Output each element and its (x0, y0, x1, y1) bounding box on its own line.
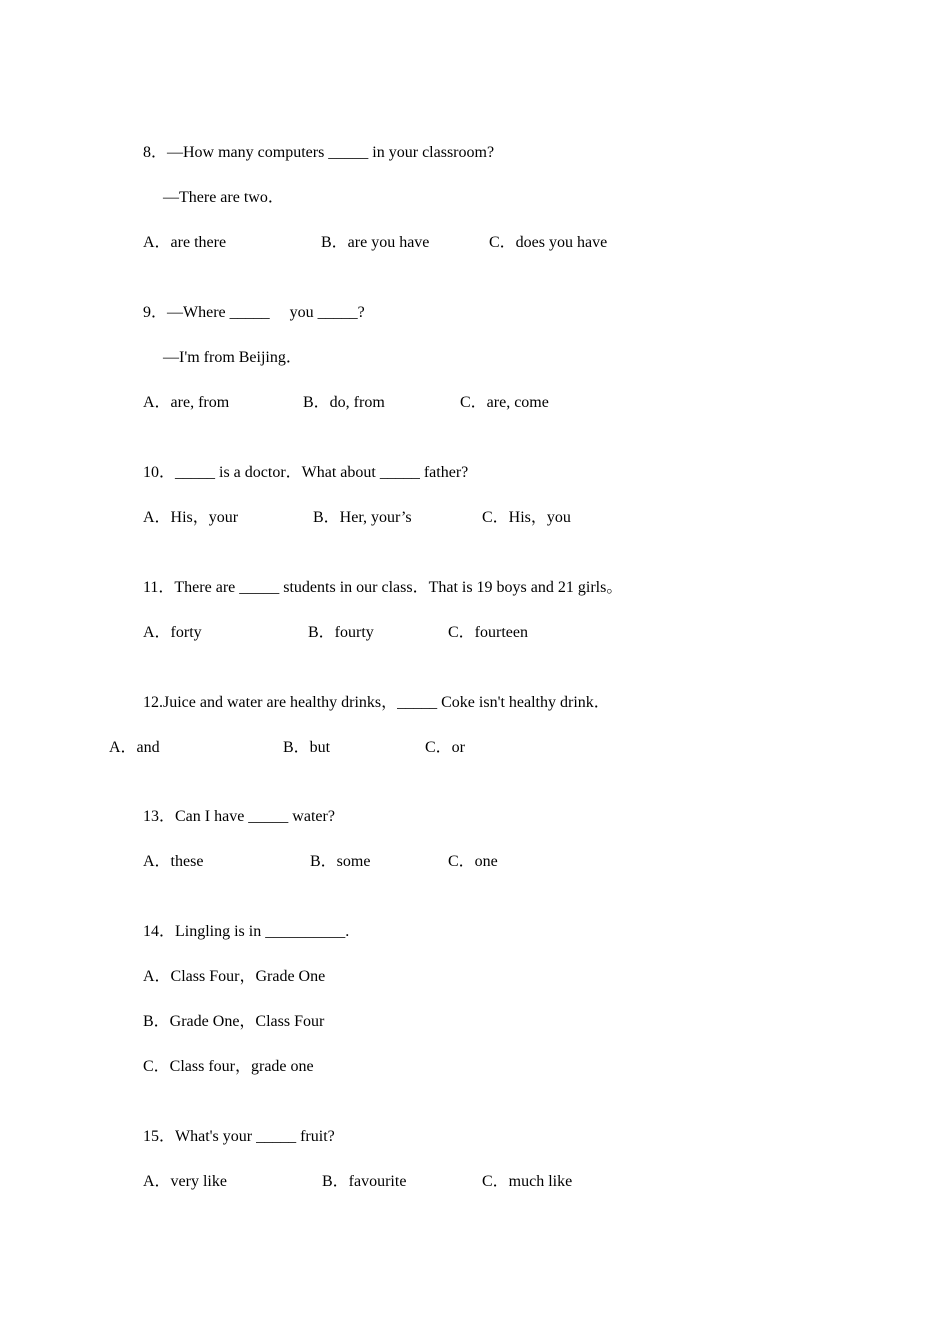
question-8-option-a: A．are there (143, 234, 227, 251)
question-14-option-c: C．Class four，grade one (143, 1058, 314, 1075)
question-12-option-c: C．or (425, 739, 466, 756)
question-13-option-b: B．some (310, 853, 371, 870)
question-15-option-a: A．very like (143, 1173, 227, 1190)
question-15-option-b: B．favourite (322, 1173, 407, 1190)
question-13-option-c: C．one (448, 853, 498, 870)
question-12-option-a: A．and (109, 739, 160, 756)
question-15-stem: 15．What's your _____ fruit? (143, 1128, 335, 1145)
question-8-option-b: B．are you have (321, 234, 430, 251)
question-13-stem: 13．Can I have _____ water? (143, 808, 335, 825)
question-9-reply: —I'm from Beijing． (163, 349, 302, 366)
question-12-option-b: B．but (283, 739, 331, 756)
question-8-reply: —There are two． (163, 189, 284, 206)
question-10-option-b: B．Her, your’s (313, 509, 412, 526)
question-14-stem: 14．Lingling is in __________. (143, 923, 350, 940)
question-14-option-a: A．Class Four，Grade One (143, 968, 326, 985)
question-15-option-c: C．much like (482, 1173, 573, 1190)
question-9-option-c: C．are, come (460, 394, 549, 411)
question-8-stem: 8．—How many computers _____ in your classroom? (143, 144, 495, 161)
question-9-option-b: B．do, from (303, 394, 385, 411)
question-10-stem: 10．_____ is a doctor．What about _____ father? (143, 464, 469, 481)
question-13-option-a: A．these (143, 853, 204, 870)
question-14-option-b: B．Grade One，Class Four (143, 1013, 325, 1030)
question-9-option-a: A．are, from (143, 394, 230, 411)
question-11-stem: 11．There are _____ students in our class．That is 19 boys and 21 girls。 (143, 579, 623, 596)
question-8-option-c: C．does you have (489, 234, 608, 251)
question-11-option-a: A．forty (143, 624, 202, 641)
question-9-stem: 9．—Where _____ you _____? (143, 304, 365, 321)
question-10-option-a: A．His，your (143, 509, 239, 526)
question-10-option-c: C．His，you (482, 509, 571, 526)
question-12-stem: 12.Juice and water are healthy drinks，_____ Coke isn't healthy drink． (143, 694, 610, 711)
question-11-option-b: B．fourty (308, 624, 374, 641)
question-11-option-c: C．fourteen (448, 624, 528, 641)
